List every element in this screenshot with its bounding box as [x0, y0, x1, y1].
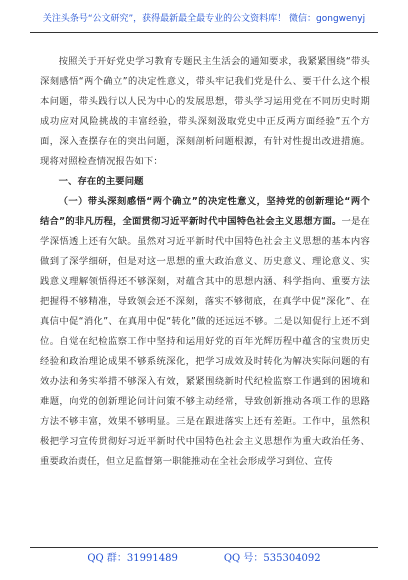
section-title: 一、存在的主要问题	[58, 176, 144, 187]
page-footer	[30, 547, 378, 566]
subsection-lead: （一）带头深刻感悟“两个确立”的决定性意义，坚持党的创新理论“两个结合”的非凡历程，全面贯彻习近平新时代中国特色社会主义思想方面。	[40, 196, 370, 227]
intro-paragraph: 按照关于开好党史学习教育专题民主生活会的通知要求，我紧紧围绕“带头深刻感悟“两个确立”的决定性意义，带头牢记我们党是什么、要干什么这个根本问题，带头践行以人民为中心的发展思想，带头学习运用党在不同历史时期成功应对风险挑战的丰富经验，带头深刻汲取党史中正反两方面经验”五个方面，深入查摆存在的突出问题，深刻剖析问题根源，有针对性提出改进措施。现将对照检查情况报告如下：	[40, 56, 370, 167]
page-header: 关注头条号“公文研究”，获得最新最全最专业的公文资料库！ 微信：gongwenyj	[30, 12, 378, 33]
document-body	[40, 52, 370, 472]
subsection-text: 一是在学深悟透上还有欠缺。虽然对习近平新时代中国特色社会主义思想的基本内容做到了深学细研，但是对这一思想的重大政治意义、历史意义、理论意义、实践意义理解领悟得还不够深刻，对蕴含其中的思想内涵、科学指向、重要方法把握得不够精准，导致领会还不深刻，落实不够彻底，在真学中促“深化”、在真信中促“消化”、在真用中促“转化”做的还远远不够。二是以知促行上还不到位。自觉在纪检监察工作中坚持和运用好党的百年光辉历程中蕴含的宝贵历史经验和政治理论成果不够系统深化，把学习成效及时转化为解决实际问题的有效办法和务实举措不够深入有效，紧紧围绕新时代纪检监察工作遇到的困境和难题，向党的创新理论问计问策不够主动经常，导致创新推动各项工作的思路方法不够丰富，效果不够明显。三是在跟进落实上还有差距。工作中，虽然积极把学习宣传贯彻好习近平新时代中国特色社会主义思想作为重大政治任务、重要政治责任，但立足监督第一职能推动在全社会形成学习到位、宣传	[40, 216, 370, 467]
subsection-paragraph	[40, 192, 370, 472]
footer-qq: QQ 号：535304092	[223, 553, 321, 564]
footer-qq-group: QQ 群：31991489	[87, 553, 178, 564]
